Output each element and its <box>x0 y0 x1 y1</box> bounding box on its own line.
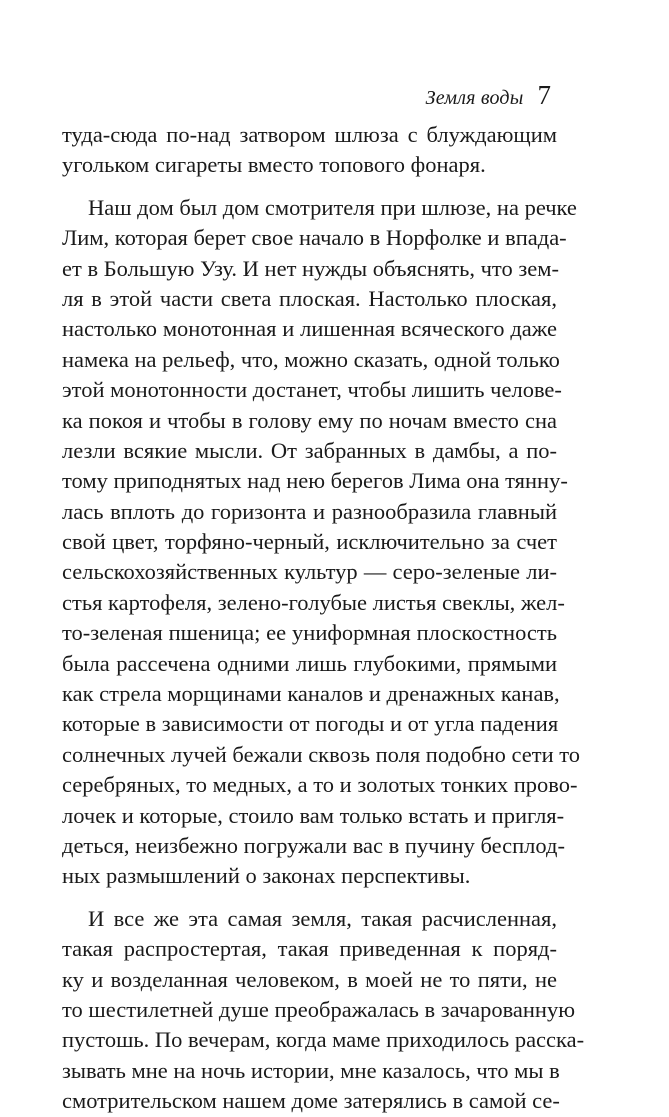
text-line: стья картофеля, зелено-голубые листья свеклы, жел- <box>62 589 565 615</box>
page-number: 7 <box>537 80 551 110</box>
text-line: ку и возделанная человеком, в моей не то пяти, не <box>62 966 557 992</box>
text-line: смотрительском нашем доме затерялись в самой се- <box>62 1088 560 1114</box>
text-line: угольком сигареты вместо топового фонаря. <box>62 152 486 178</box>
text-line: пустошь. По вечерам, когда маме приходилось расска- <box>62 1027 585 1053</box>
text-line: лезли всякие мысли. От забранных в дамбы, а по- <box>62 437 557 463</box>
text-line: сельскохозяйственных культур — серо-зеленые ли- <box>62 559 557 585</box>
paragraph-3 <box>62 904 585 1117</box>
body-text <box>62 120 585 1117</box>
text-line: ка покоя и чтобы в голову ему по ночам вместо сна <box>62 407 557 433</box>
text-line: была рассечена одними лишь глубокими, прямыми <box>62 650 557 676</box>
text-line: солнечных лучей бежали сквозь поля подобно сети то <box>62 741 581 767</box>
text-line: настолько монотонная и лишенная всяческого даже <box>62 316 557 342</box>
text-line: свой цвет, торфяно-черный, исключительно за счет <box>62 529 557 555</box>
text-line: намека на рельеф, что, можно сказать, одной только <box>62 346 560 372</box>
text-line: которые в зависимости от погоды и от угла падения <box>62 711 559 737</box>
text-line: И все же эта самая земля, такая расчисленная, <box>88 905 557 931</box>
text-line: то-зеленая пшеница; ее униформная плоскостность <box>62 620 557 646</box>
running-head-title: Земля воды <box>425 87 524 109</box>
paragraph-1 <box>62 120 557 181</box>
text-line: лась вплоть до горизонта и разнообразила главный <box>62 498 557 524</box>
paragraph-2 <box>62 193 581 892</box>
text-line: туда-сюда по-над затвором шлюза с блуждающим <box>62 122 557 147</box>
text-line: серебряных, то медных, а то и золотых тонких прово- <box>62 772 578 798</box>
text-line: зывать мне на ночь истории, мне казалось, что мы в <box>62 1057 560 1083</box>
text-line: ных размышлений о законах перспективы. <box>62 863 471 889</box>
text-line: этой монотонности достанет, чтобы лишить челове- <box>62 377 562 403</box>
text-line: лочек и которые, стоило вам только встать и пригля- <box>62 802 565 828</box>
text-line: тому приподнятых над нею берегов Лима она тянну- <box>62 468 568 494</box>
text-line: то шестилетней душе преображалась в зачарованную <box>62 996 576 1022</box>
text-line: Лим, которая берет свое начало в Норфолке и впада- <box>62 225 567 251</box>
text-line: деться, неизбежно погружали вас в пучину бесплод- <box>62 832 565 858</box>
text-line: как стрела морщинами каналов и дренажных канав, <box>62 681 560 707</box>
text-line: ля в этой части света плоская. Настолько плоская, <box>62 285 557 311</box>
text-line: ет в Большую Узу. И нет нужды объяснять, что зем- <box>62 255 559 281</box>
text-line: такая распростертая, такая приведенная к поряд- <box>62 936 557 962</box>
running-head <box>426 80 551 111</box>
text-line: Наш дом был дом смотрителя при шлюзе, на речке <box>88 194 577 220</box>
